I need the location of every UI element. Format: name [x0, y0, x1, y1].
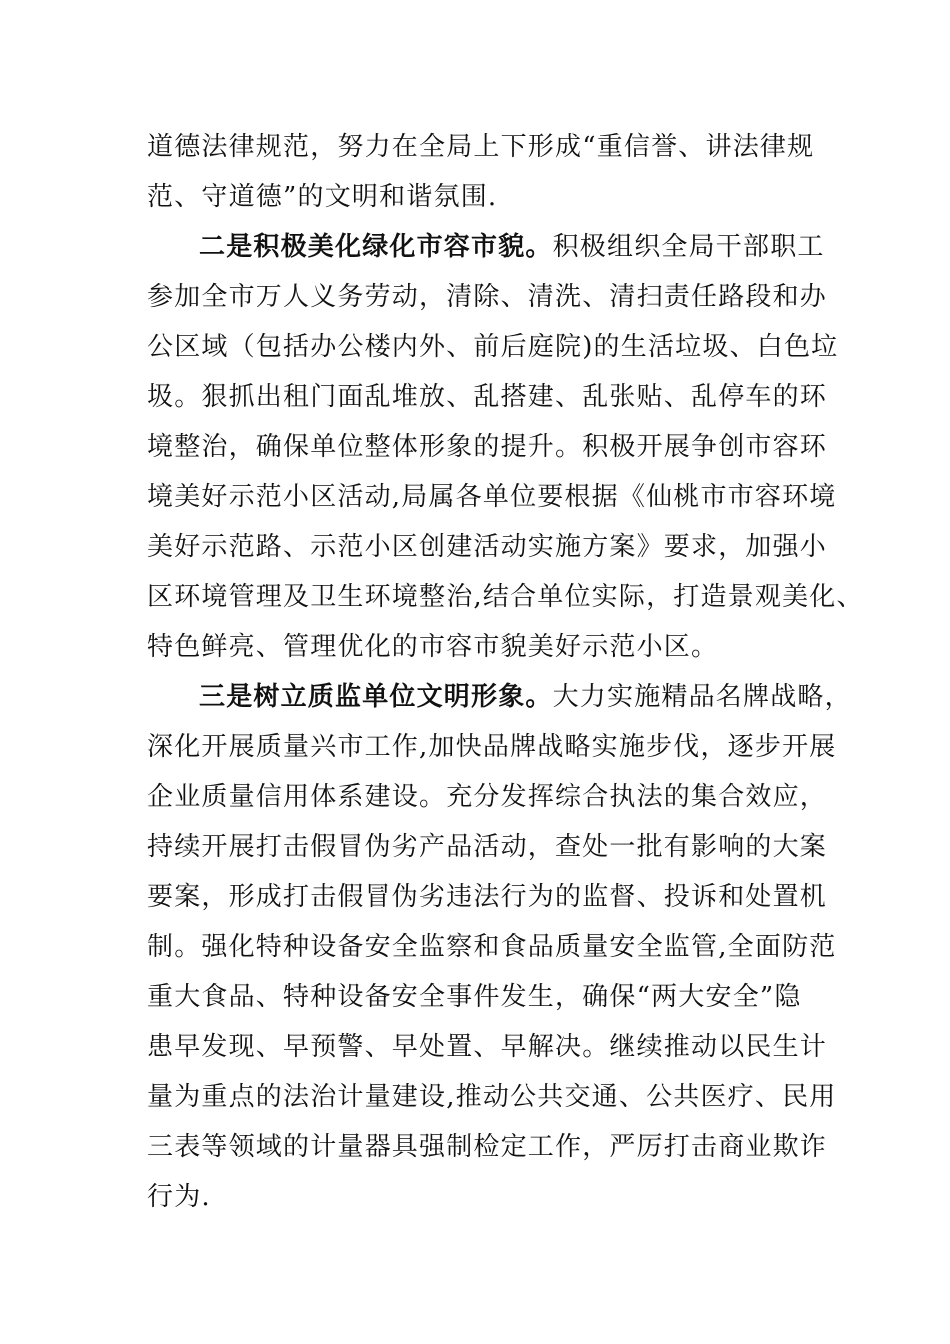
- text-line: 公区域（包括办公楼内外、前后庭院)的生活垃圾、白色垃: [147, 332, 839, 362]
- text-line: 要案，形成打击假冒伪劣违法行为的监督、投诉和处置机: [147, 882, 828, 912]
- text-line: 美好示范路、示范小区创建活动实施方案》要求，加强小: [147, 532, 828, 562]
- text-line: 企业质量信用体系建设。充分发挥综合执法的集合效应，: [147, 782, 828, 812]
- section-3-first-line-text: 大力实施精品名牌战略，: [552, 682, 852, 712]
- section-3-heading: 三是树立质监单位文明形象。: [199, 682, 553, 712]
- text-line: 制。强化特种设备安全监察和食品质量安全监管,全面防范: [147, 932, 837, 962]
- section-2-first-line-text: 积极组织全局干部职工: [552, 232, 825, 262]
- text-line: 深化开展质量兴市工作,加快品牌战略实施步伐，逐步开展: [147, 732, 837, 762]
- text-line: 三表等领域的计量器具强制检定工作，严厉打击商业欺诈: [147, 1132, 828, 1162]
- text-line: 道德法律规范，努力在全局上下形成“重信誉、讲法律规: [147, 132, 815, 162]
- section-3-first-line: [147, 672, 852, 722]
- text-line: 圾。狠抓出租门面乱堆放、乱搭建、乱张贴、乱停车的环: [147, 382, 828, 412]
- section-2-first-line: [147, 222, 825, 272]
- text-line: 境美好示范小区活动,局属各单位要根据《仙桃市市容环境: [147, 482, 837, 512]
- text-line: 量为重点的法治计量建设,推动公共交通、公共医疗、民用: [147, 1082, 837, 1112]
- text-line: 特色鲜亮、管理优化的市容市貌美好示范小区。: [147, 632, 719, 662]
- text-line: 境整治，确保单位整体形象的提升。积极开展争创市容环: [147, 432, 828, 462]
- document-page: [147, 122, 864, 1222]
- text-line: 行为.: [147, 1182, 211, 1212]
- text-line: 区环境管理及卫生环境整治,结合单位实际，打造景观美化、: [147, 582, 864, 612]
- text-line: 患早发现、早预警、早处置、早解决。继续推动以民生计: [147, 1032, 828, 1062]
- text-line: 持续开展打击假冒伪劣产品活动，查处一批有影响的大案: [147, 832, 828, 862]
- section-2-heading: 二是积极美化绿化市容市貌。: [199, 232, 553, 262]
- text-line: 参加全市万人义务劳动，清除、清洗、清扫责任路段和办: [147, 282, 828, 312]
- text-line: 重大食品、特种设备安全事件发生，确保“两大安全”隐: [147, 982, 802, 1012]
- text-line: 范、守道德”的文明和谐氛围.: [147, 182, 498, 212]
